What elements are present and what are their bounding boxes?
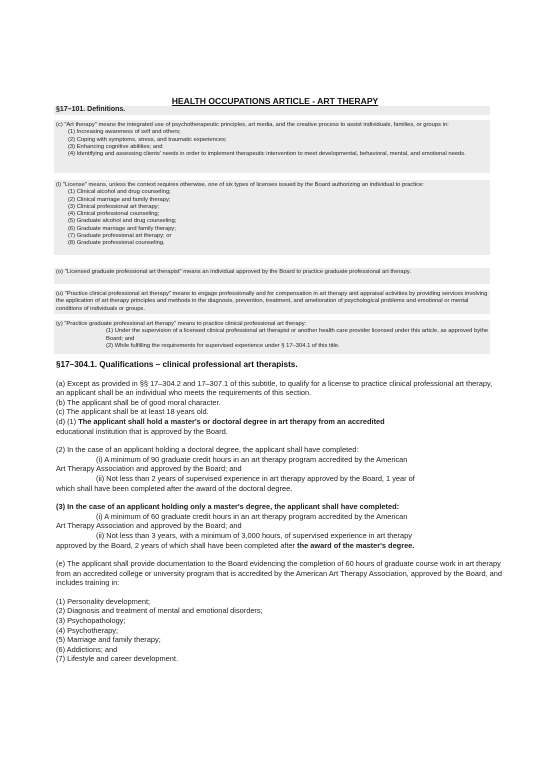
document-title: HEALTH OCCUPATIONS ARTICLE - ART THERAPY: [171, 96, 379, 106]
list-item: (1) Personality development;: [56, 596, 151, 606]
qualification-d-prefix: (d) (1): [56, 416, 79, 426]
definition-u-text: (u) "Practice clinical professional art therapy" means to engage professionally and for compensation in art therapy and appraisal activities by providing services involving the application of art therapy principles and methods in the diagnosis, prevention, treatment, and amelioration of psychological problems and emotional or mental conditions of individuals or groups.: [56, 291, 488, 312]
list-item: (1) Increasing awareness of self and others;: [68, 129, 181, 136]
definition-u: [56, 291, 492, 313]
list-item: (2) Diagnosis and treatment of mental and emotional disorders;: [56, 606, 263, 616]
definitions-heading: §17–101. Definitions.: [56, 106, 126, 113]
doctoral-intro: (2) In the case of an applicant holding a doctoral degree, the applicant shall have completed:: [56, 445, 359, 455]
definition-c-intro: (c) "Art therapy" means the integrated use of psychotherapeutic principles, art media, and the creative process to assist individuals, families, or groups in:: [56, 122, 449, 128]
list-item: (2) Clinical marriage and family therapy;: [68, 196, 171, 203]
list-item: (6) Addictions; and: [56, 644, 118, 654]
qualification-d: [56, 417, 502, 427]
definition-c: [56, 122, 492, 158]
qualification-a: (a) Except as provided in §§ 17–304.2 and 17–307.1 of this subtitle, to qualify for a license to practice clinical professional art therapy, an applicant shall be an individual who meets the requirements of this section.: [56, 378, 493, 398]
list-item: (2) While fulfilling the requirements for supervised experience under § 17–304.1 of this title.: [106, 342, 340, 349]
definitions-heading-block: [56, 106, 492, 113]
qualification-c: (c) The applicant shall be at least 18 years old.: [56, 407, 209, 417]
list-item: (7) Graduate professional art therapy; or: [68, 233, 172, 240]
list-item: (2) Coping with symptoms, stress, and traumatic experiences;: [68, 136, 227, 143]
doctoral-ii-line1: (ii) Not less than 2 years of supervised experience in art therapy approved by the Board, 1 year of: [96, 473, 415, 483]
list-item: (4) Psychotherapy;: [56, 625, 119, 635]
masters-ii-line2: [56, 541, 502, 551]
doctoral-i-line2: Art Therapy Association and approved by the Board; and: [56, 464, 242, 474]
definition-o: [56, 269, 492, 276]
masters-ii-line2-text: approved by the Board, 2 years of which shall have been completed after: [56, 540, 298, 550]
qualifications-heading: §17–304.1. Qualifications – clinical professional art therapists.: [56, 360, 298, 369]
doctoral-i-line1: (i) A minimum of 90 graduate credit hours in an art therapy program accredited by the American: [96, 454, 408, 464]
definition-y: [56, 321, 492, 350]
definition-y-intro: (y) "Practice graduate professional art therapy" means to practice clinical professional art therapy:: [56, 321, 307, 327]
definition-l: [56, 182, 492, 248]
masters-intro: (3) In the case of an applicant holding only a master's degree, the applicant shall have completed:: [56, 502, 400, 512]
masters-i-line2: Art Therapy Association and approved by the Board; and: [56, 521, 242, 531]
list-item: (1) Clinical alcohol and drug counseling;: [68, 189, 171, 196]
list-item: (5) Marriage and family therapy;: [56, 635, 161, 645]
list-item: (8) Graduate professional counseling.: [68, 240, 165, 247]
masters-i-line1: (i) A minimum of 60 graduate credit hours in an art therapy program accredited by the American: [96, 511, 408, 521]
qualification-e: (e) The applicant shall provide documentation to the Board evidencing the completion of 60 hours of graduate course work in art therapy from an accredited college or university program that is accredited by the American Art Therapy Association, approved by the Board, and includes training in:: [56, 559, 503, 588]
list-item: (3) Psychopathology;: [56, 616, 126, 626]
list-item: (7) Lifestyle and career development.: [56, 654, 179, 664]
list-item: (1) Under the supervision of a licensed clinical professional art therapist or another health care provider licensed under this article, as approved bythe Board; and: [106, 328, 489, 342]
training-list: [56, 597, 502, 664]
masters-ii-line1: (ii) Not less than 3 years, with a minimum of 3,000 hours, of supervised experience in art therapy: [96, 530, 412, 540]
qualification-d-rest: educational institution that is approved by the Board.: [56, 426, 228, 436]
qualification-b: (b) The applicant shall be of good moral character.: [56, 397, 221, 407]
list-item: (5) Graduate alcohol and drug counseling;: [68, 218, 177, 225]
definition-o-text: (o) "Licensed graduate professional art therapist" means an individual approved by the Board to practice graduate professional art therapy.: [56, 269, 411, 275]
masters-ii-line2-bold: the award of the master's degree.: [297, 540, 415, 550]
doctoral-ii-line2: which shall have been completed after the award of the doctoral degree.: [56, 483, 293, 493]
qualification-d-bold: The applicant shall hold a master's or doctoral degree in art therapy from an accredited: [78, 416, 385, 426]
list-item: (3) Enhancing cognitive abilities; and: [68, 143, 163, 150]
list-item: (3) Clinical professional art therapy;: [68, 203, 160, 210]
list-item: (4) Identifying and assessing clients' needs in order to implement therapeutic intervention to meet developmental, behavioral, mental, and emotional needs.: [68, 151, 466, 158]
list-item: (4) Clinical professional counseling;: [68, 211, 160, 218]
definition-l-intro: (l) "License" means, unless the context requires otherwise, one of six types of licenses issued by the Board authorizing an individual to practice:: [56, 182, 424, 188]
list-item: (6) Graduate marriage and family therapy;: [68, 225, 176, 232]
qualifications-section: [56, 360, 502, 664]
